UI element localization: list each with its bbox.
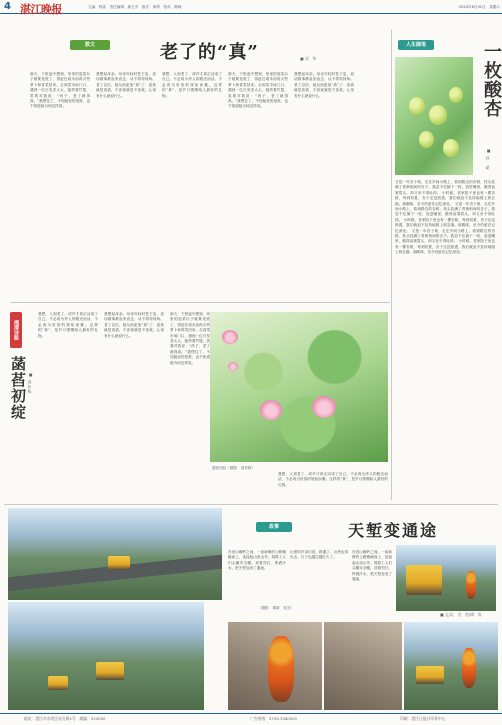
page-number: 4 (4, 1, 11, 12)
lotus-caption: 菡萏初绽（摄影 周作栋） (212, 466, 256, 470)
apricot-paragraph: 小时候，老家院子里也有一棵杏树，每到初夏，杏子还没熟透，我们就迫不及待地爬上树去摘。那酸味，至今仍留在记忆深处。 (395, 239, 495, 255)
worker-photo (228, 622, 322, 710)
mountain-road-photo (8, 602, 204, 710)
column-divider (391, 30, 392, 500)
section-tag-aesthetics: 人生随笔 (398, 40, 434, 50)
apricot-paragraph: 小时候，老家院子里也有一棵杏树，每到初夏，杏子还没熟透，我们就迫不及待地爬上树去摘。那酸味，至今仍留在记忆深处。 (395, 190, 495, 206)
apricot-photo (395, 57, 473, 175)
footer-print: 印刷：湛江日报社印务中心 (400, 716, 446, 721)
footer-ad-phone: 广告热线：0759-3380000 (250, 716, 297, 721)
article-column: 我想，人到老了，或许才真正活成了自己。不必再为旁人的眼光而活，不必再为世俗的规矩而累。这样的“真”，是岁月馈赠给人最好的礼物。 (38, 312, 98, 338)
road-worker (466, 571, 476, 599)
page-footer (0, 713, 502, 725)
byline-lotus: ■ 周作栋 (28, 372, 33, 395)
article-column: 那天，下班途中想到，家里的泡菜坛子就要见底了，得赶在周末前再买些萝卜和青菜回来。走到菜市场门口，遇到一位白发老太太，她挎着竹篮，笑着对我说：“孩子，老了就得真。”我愣住了，不知她说的是谁，也不知道她为何这样说。 (30, 72, 90, 109)
article-column: 山里的乡亲们说，路通了，山货运得出去，日子也越过越红火了。 (290, 550, 348, 560)
paving-truck (48, 676, 68, 690)
paper-name: 湛江晚报 (20, 3, 62, 16)
byline-road: ■ 文/吴 芳 图/谭 涛 (440, 612, 482, 617)
rock-photo (324, 622, 402, 710)
paving-truck (406, 565, 442, 595)
byline-apricot: ■ 孙 斌 (486, 148, 491, 171)
edition-meta: 主编：郭雷 责任编辑：龚卫平 版式：黄珺 校对：陈晓 (88, 5, 182, 9)
page-header (0, 0, 502, 14)
issue-date: 2024年8月31日 星期六 (458, 5, 500, 9)
article-title-lotus: 菡萏初绽 (9, 356, 27, 420)
article-column: 那天，下班途中想到，家里的泡菜坛子就要见底了，得赶在周末前再买些萝卜和青菜回来。走到菜市场门口，遇到一位白发老太太，她挎着竹篮，笑着对我说：“孩子，老了就得真。”我愣住了，不知她说的是谁，也不知道她为何这样说。 (228, 72, 288, 109)
article-column: 我想起母亲。母亲年轻时性子急，说话做事都直来直去，从不拐弯抹角。老了以后，她反而更加“真”了：喜欢就是喜欢，不喜欢就是不喜欢，心里有什么就说什么。 (96, 72, 156, 98)
road-work-photo (404, 622, 498, 710)
byline-old-true: ■ 刘 华 (300, 56, 317, 61)
section-tag-poetry: 湘潭诗路 (10, 312, 22, 348)
article-column: 在崇山峻岭之间，一条新修的公路蜿蜒而上，连接起山里山外。筑路工人们头戴安全帽，顶着烈日，挥洒汗水，把天堑变成了通途。 (352, 550, 392, 582)
road-caption: （摄影 谭涛 吴芳） (258, 606, 294, 610)
apricot-fruit (409, 97, 425, 115)
apricot-paragraph: 小时候，老家院子里也有一棵杏树，每到初夏，杏子还没熟透，我们就迫不及待地爬上树去摘。那酸味，至今仍留在记忆深处。 (395, 217, 495, 233)
apricot-paragraph: 又是一年杏子黄，走在乡间小路上，看到路边的杏树，枝头挂满了青黄相间的杏子。我忍不住摘下一枚，放进嘴里，酸得直皱眉头，却又舍不得吐掉。 (395, 228, 495, 244)
apricot-fruit (429, 105, 447, 125)
article-column: 我想，人到老了，或许才真正活成了自己。不必再为旁人的眼光而活，不必再为世俗的规矩而累。这样的“真”，是岁月馈赠给人最好的礼物。 (278, 472, 388, 487)
apricot-fruit (449, 87, 463, 103)
paving-truck (96, 662, 124, 680)
article-column: 我想，人到老了，或许才真正活成了自己。不必再为旁人的眼光而活，不必再为世俗的规矩而累。这样的“真”，是岁月馈赠给人最好的礼物。 (162, 72, 222, 98)
lotus-flower (228, 362, 238, 371)
article-title-road: 天堑变通途 (348, 521, 439, 540)
mountain-road-photo (8, 508, 222, 600)
lotus-flower (222, 330, 238, 344)
apricot-paragraph: 又是一年杏子黄，走在乡间小路上，看到路边的杏树，枝头挂满了青黄相间的杏子。我忍不住摘下一枚，放进嘴里，酸得直皱眉头，却又舍不得吐掉。 (395, 180, 495, 195)
article-column: 在崇山峻岭之间，一条新修的公路蜿蜒而上，连接起山里山外。筑路工人们头戴安全帽，顶着烈日，挥洒汗水，把天堑变成了通途。 (228, 550, 286, 571)
article-title-old-true: 老了的“真” (160, 42, 259, 63)
road-worker (462, 648, 476, 688)
lotus-photo (210, 312, 388, 462)
section-tag-essay: 散文 (70, 40, 110, 50)
road-worker (268, 636, 294, 702)
article-column: 那天，下班途中想到，家里的泡菜坛子就要见底了，得赶在周末前再买些萝卜和青菜回来。走到菜市场门口，遇到一位白发老太太，她挎着竹篮，笑着对我说：“孩子，老了就得真。”我愣住了，不知她说的是谁，也不知道她为何这样说。 (170, 312, 210, 365)
lotus-flower (312, 396, 336, 418)
road-work-photo (396, 545, 496, 611)
article-column: 我想起母亲。母亲年轻时性子急，说话做事都直来直去，从不拐弯抹角。老了以后，她反而更加“真”了：喜欢就是喜欢，不喜欢就是不喜欢，心里有什么就说什么。 (104, 312, 164, 338)
apricot-fruit (443, 139, 459, 157)
article-title-apricot: 一枚酸杏 (481, 42, 502, 118)
section-divider (4, 504, 498, 505)
section-divider (10, 302, 390, 303)
apricot-fruit (419, 131, 434, 148)
footer-address: 地址：湛江市赤坎区南方路2号 邮编：524000 (24, 716, 106, 721)
lotus-flower (260, 400, 282, 420)
paving-truck (108, 556, 130, 570)
apricot-paragraph: 又是一年杏子黄，走在乡间小路上，看到路边的杏树，枝头挂满了青黄相间的杏子。我忍不住摘下一枚，放进嘴里，酸得直皱眉头，却又舍不得吐掉。 (395, 201, 495, 222)
paving-truck (416, 666, 444, 684)
section-tag-story: 故事 (256, 522, 292, 532)
article-column: 我想起母亲。母亲年轻时性子急，说话做事都直来直去，从不拐弯抹角。老了以后，她反而更加“真”了：喜欢就是喜欢，不喜欢就是不喜欢，心里有什么就说什么。 (294, 72, 354, 98)
